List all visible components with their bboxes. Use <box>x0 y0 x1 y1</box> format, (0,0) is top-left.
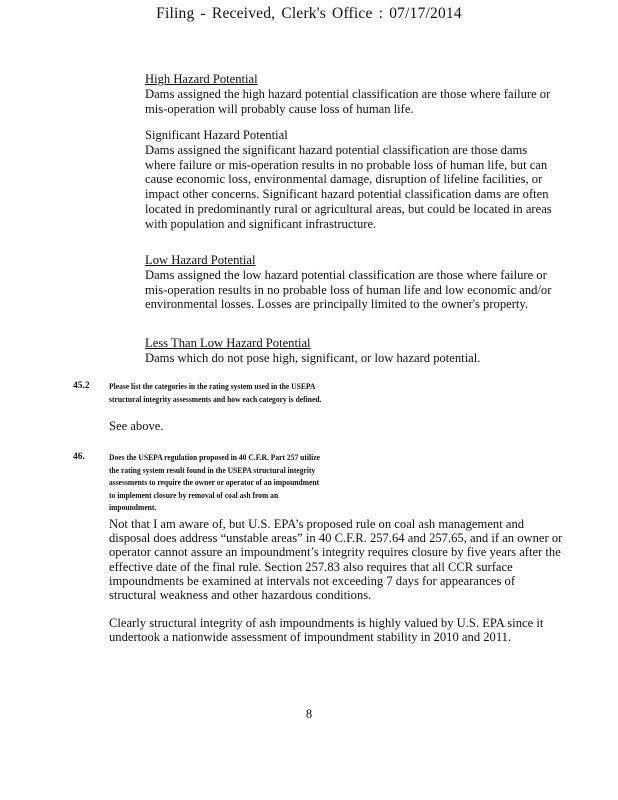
question-text: Please list the categories in the rating system used in the USEPA structural integrity assessments and how each category is defined. <box>109 381 322 404</box>
definition-title: Less Than Low Hazard Potential <box>145 336 311 350</box>
filing-stamp-header: Filing - Received, Clerk's Office : 07/17/2014 <box>156 5 462 22</box>
definition-less-than-low-hazard <box>145 336 555 366</box>
answer-paragraph: Not that I am aware of, but U.S. EPA’s proposed rule on coal ash management and disposal does address “unstable areas” in 40 C.F.R. 257.64 and 257.65, and if an owner or operator cannot assure an impoundment’s integrity requires closure by five years after the effective date of the final rule. Section 257.83 also requires that all CCR surface impoundments be examined at intervals not exceeding 7 days for appearances of structural weakness and other hazardous conditions. <box>109 517 563 603</box>
definition-high-hazard <box>145 72 555 116</box>
definition-low-hazard <box>145 253 555 312</box>
definition-text: Dams assigned the high hazard potential classification are those where failure or mis-operation will probably cause loss of human life. <box>145 86 551 116</box>
question-number: 46. <box>73 452 85 462</box>
definition-title: Significant Hazard Potential <box>145 128 288 142</box>
definition-title: Low Hazard Potential <box>145 253 256 267</box>
question-number: 45.2 <box>73 381 90 391</box>
definition-text: Dams assigned the significant hazard potential classification are those dams where failure or mis-operation results in no probable loss of human life, but can cause economic loss, environmental damage, disruption of lifeline facilities, or impact other concerns. Significant hazard potential classification dams are often located in predominantly rural or agricultural areas, but could be located in areas with population and significant infrastructure. <box>145 142 552 231</box>
answer-paragraph: See above. <box>109 419 164 433</box>
question-text: Does the USEPA regulation proposed in 40 C.F.R. Part 257 utilize the rating system result found in the USEPA structural integrity assessments to require the owner or operator of an impoundment to implement closure by removal of coal ash from an impoundment. <box>109 452 320 513</box>
answer-paragraph: Clearly structural integrity of ash impoundments is highly valued by U.S. EPA since it undertook a nationwide assessment of impoundment stability in 2010 and 2011. <box>109 616 544 645</box>
definition-title: High Hazard Potential <box>145 72 258 86</box>
definition-significant-hazard <box>145 128 555 232</box>
definition-text: Dams assigned the low hazard potential classification are those where failure or mis-operation results in no probable loss of human life and low economic and/or environmental losses. Losses are principally limited to the owner's property. <box>145 267 552 312</box>
definition-text: Dams which do not pose high, significant, or low hazard potential. <box>145 350 481 365</box>
page-number: 8 <box>305 707 313 721</box>
